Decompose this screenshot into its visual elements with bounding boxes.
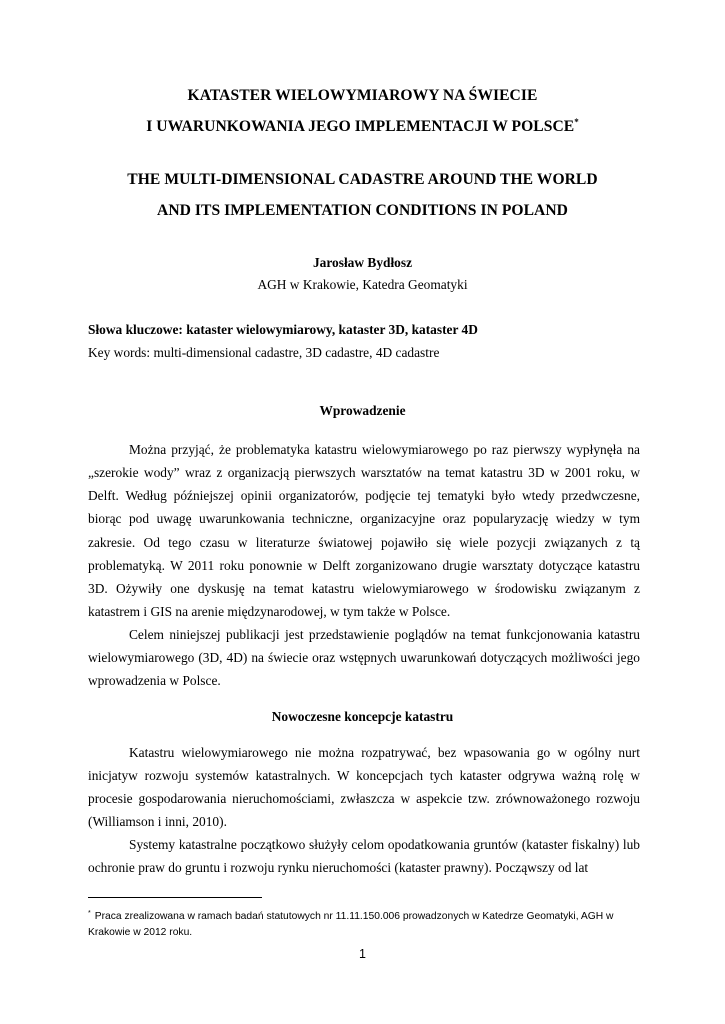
keywords-pl: Słowa kluczowe: kataster wielowymiarowy, kataster 3D, kataster 4D bbox=[88, 322, 478, 337]
author-name: Jarosław Bydłosz bbox=[312, 255, 413, 270]
footnote-text: Praca zrealizowana w ramach badań statutowych nr 11.11.150.006 prowadzonych w Katedrze Geomatyki, AGH w Krakowie w 2012 roku. bbox=[88, 911, 614, 938]
title-pl-line2-text: I UWARUNKOWANIA JEGO IMPLEMENTACJI W POLSCE bbox=[146, 118, 575, 135]
paragraph: Systemy katastralne początkowo służyły celom opodatkowania gruntów (kataster fiskalny) lub ochronie praw do gruntu i rozwoju rynku nieruchomości (kataster prawny). Począwszy od lat bbox=[88, 837, 640, 876]
footnote-separator bbox=[88, 897, 262, 898]
title-en-line1: THE MULTI-DIMENSIONAL CADASTRE AROUND THE WORLD bbox=[127, 171, 598, 188]
footnote-reference: * bbox=[574, 117, 579, 127]
footnote-marker: * bbox=[88, 910, 91, 917]
footnote bbox=[88, 906, 648, 941]
section-heading-introduction: Wprowadzenie bbox=[319, 403, 406, 418]
keywords-en: Key words: multi-dimensional cadastre, 3D cadastre, 4D cadastre bbox=[88, 345, 440, 360]
title-en-line2: AND ITS IMPLEMENTATION CONDITIONS IN POLAND bbox=[157, 202, 568, 219]
paragraph: Można przyjąć, że problematyka katastru wielowymiarowego po raz pierwszy wypłynęła na „szerokie wody” wraz z organizacją pierwszych warsztatów na temat katastru 3D w 2001 roku, w Delft. Według późniejszej opinii organizatorów, podjęcie tej tematyki było wtedy przedwczesne, biorąc pod uwagę uwarunkowania techniczne, organizacyjne oraz popularyzację wiedzy w tym zakresie. Od tego czasu w literaturze światowej pojawiło się wiele pozycji związanych z tą problematyką. W 2011 roku ponownie w Delft zorganizowano drugie warsztaty dotyczące katastru 3D. Ożywiły one dyskusję na temat katastru wielowymiarowego w środowisku związanym z katastrem i GIS na arenie międzynarodowej, w tym także w Polsce. bbox=[88, 442, 640, 620]
author-affiliation: AGH w Krakowie, Katedra Geomatyki bbox=[257, 277, 468, 292]
paragraph: Celem niniejszej publikacji jest przedstawienie poglądów na temat funkcjonowania katastru wielowymiarowego (3D, 4D) na świecie oraz wstępnych uwarunkowań dotyczących możliwości jego wprowadzenia w Polsce. bbox=[88, 627, 640, 689]
title-pl-line1: KATASTER WIELOWYMIAROWY NA ŚWIECIE bbox=[187, 87, 538, 104]
page-number: 1 bbox=[359, 947, 366, 961]
section-heading-modern-concepts: Nowoczesne koncepcje katastru bbox=[271, 709, 454, 724]
paragraph: Katastru wielowymiarowego nie można rozpatrywać, bez wpasowania go w ogólny nurt inicjatyw rozwoju systemów katastralnych. W koncepcjach tych kataster odgrywa ważną rolę w procesie gospodarowania nieruchomościami, zwłaszcza w aspekcie tzw. zrównoważonego rozwoju (Williamson i inni, 2010). bbox=[88, 745, 640, 830]
title-pl-line2 bbox=[0, 117, 725, 136]
